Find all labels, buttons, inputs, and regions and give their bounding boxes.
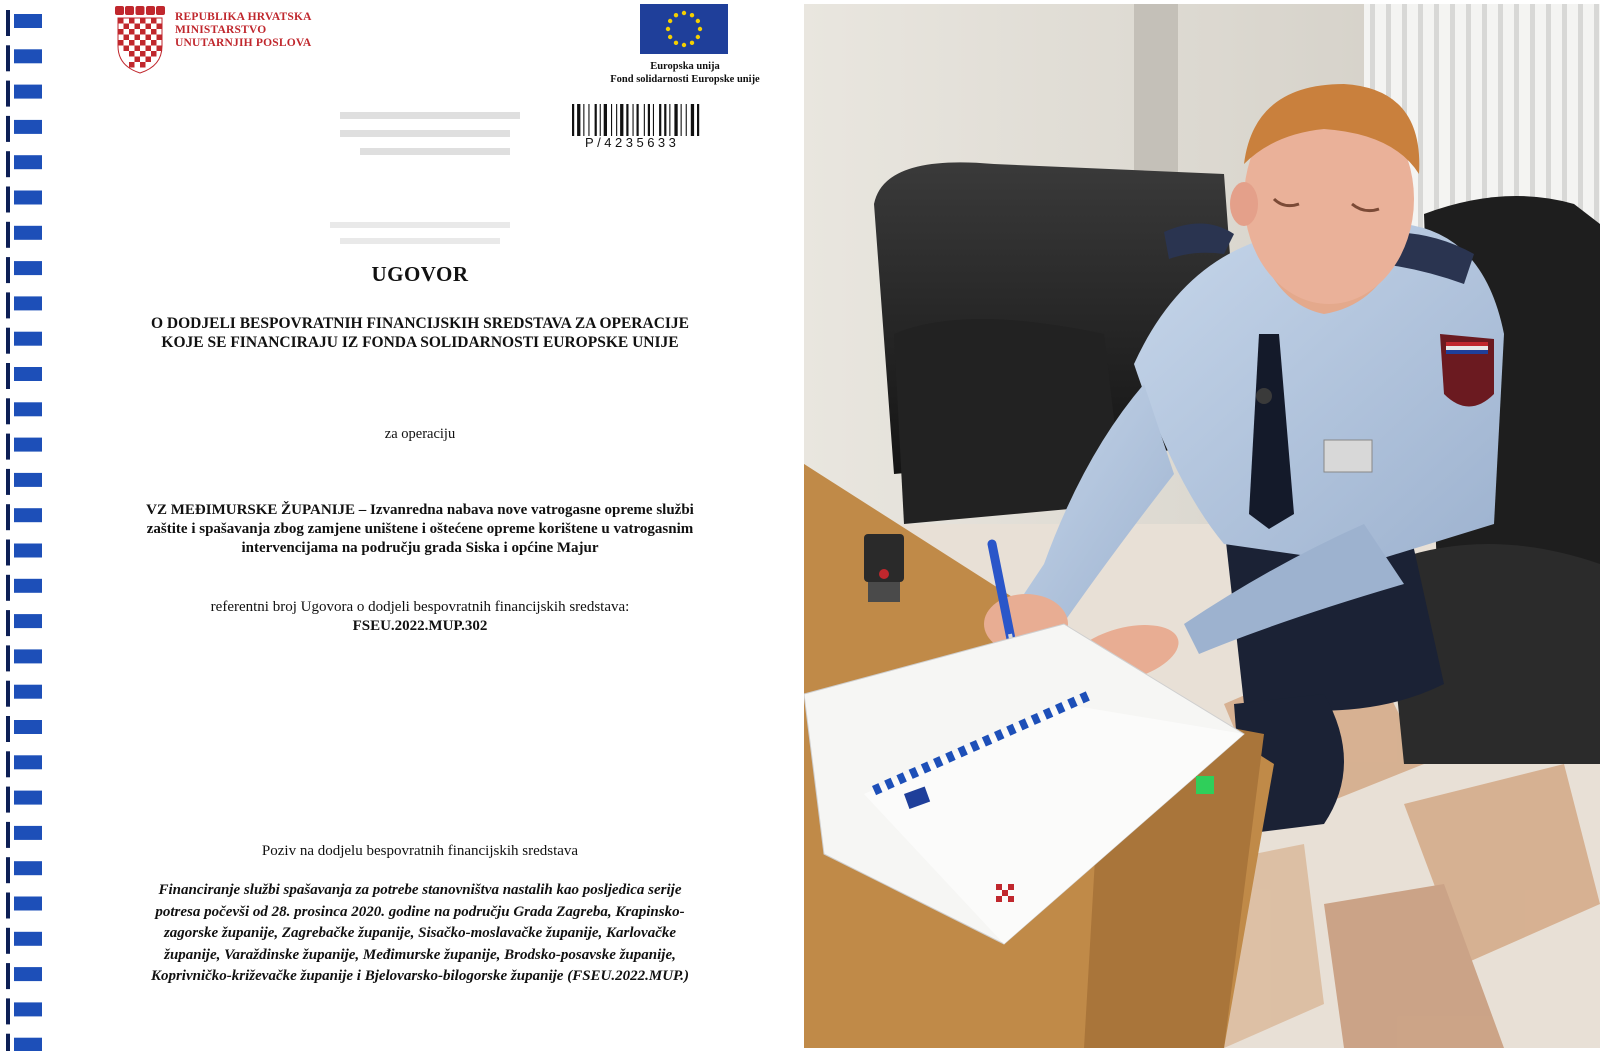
- operation-line-2: zaštite i spašavanja zbog zamjene uništene i oštećene opreme korištene u vatrogasnim: [146, 521, 694, 537]
- document-subtitle: [100, 314, 740, 352]
- call-line-3: zagorske županije, Zagrebačke županije, Sisačko-moslavačke županije, Karlovačke: [163, 925, 677, 941]
- call-line-5: Koprivničko-križevačke županije i Bjelovarsko-bilogorske županije (FSEU.2022.MUP.): [150, 968, 690, 984]
- call-line-4: županije, Varaždinske županije, Međimurske županije, Brodsko-posavske županije,: [164, 946, 676, 963]
- ministry-name: [175, 11, 312, 50]
- spiral-binding: [0, 0, 44, 1051]
- eu-line-2: Fond solidarnosti Europske unije: [610, 74, 760, 85]
- call-label: Poziv na dodjelu bespovratnih financijskih sredstava: [261, 843, 579, 859]
- ministry-line-3: UNUTARNJIH POSLOVA: [175, 37, 312, 49]
- reference-label: referentni broj Ugovora o dodjeli bespovratnih financijskih sredstava:: [210, 599, 630, 615]
- show-through-text-2: [330, 222, 520, 252]
- for-operation-label: za operaciju: [384, 426, 456, 442]
- green-sticker: [1196, 776, 1214, 794]
- call-line-2: potresa počevši od 28. prosinca 2020. godine na području Grada Zagreba, Krapinsko-: [155, 903, 685, 920]
- ministry-line-1: REPUBLIKA HRVATSKA: [175, 11, 312, 23]
- operation-description: [100, 501, 740, 558]
- name-badge: [1324, 440, 1372, 472]
- document-title: UGOVOR: [371, 262, 469, 286]
- call-description: [100, 880, 740, 988]
- ministry-line-2: MINISTARSTVO: [175, 24, 267, 36]
- eu-fund-label: [600, 60, 770, 86]
- eu-flag-icon: [640, 4, 728, 54]
- croatian-coat-of-arms-icon: [112, 6, 168, 74]
- reference-number: FSEU.2022.MUP.302: [352, 618, 488, 634]
- eu-line-1: Europska unija: [650, 61, 720, 72]
- show-through-text: [340, 112, 530, 162]
- ear: [1230, 182, 1258, 226]
- contract-cover-page: [0, 0, 786, 1051]
- photo-illustration: [804, 4, 1600, 1048]
- barcode-number: P/4235633: [585, 135, 680, 150]
- subtitle-line-2: KOJE SE FINANCIRAJU IZ FONDA SOLIDARNOSTI EUROPSKE UNIJE: [161, 334, 679, 351]
- operation-line-1: VZ MEĐIMURSKE ŽUPANIJE – Izvanredna nabava nove vatrogasne opreme službi: [146, 502, 694, 518]
- subtitle-line-1: O DODJELI BESPOVRATNIH FINANCIJSKIH SREDSTAVA ZA OPERACIJE: [150, 315, 690, 332]
- photo-officer-signing-contract: [804, 4, 1600, 1048]
- barcode: [570, 104, 718, 136]
- call-line-1: Financiranje službi spašavanja za potrebe stanovništva nastalih kao posljedica serije: [158, 882, 682, 898]
- operation-line-3: intervencijama na području grada Siska i općine Majur: [241, 540, 599, 556]
- tie-pin: [1256, 388, 1272, 404]
- reference-block: [100, 598, 740, 636]
